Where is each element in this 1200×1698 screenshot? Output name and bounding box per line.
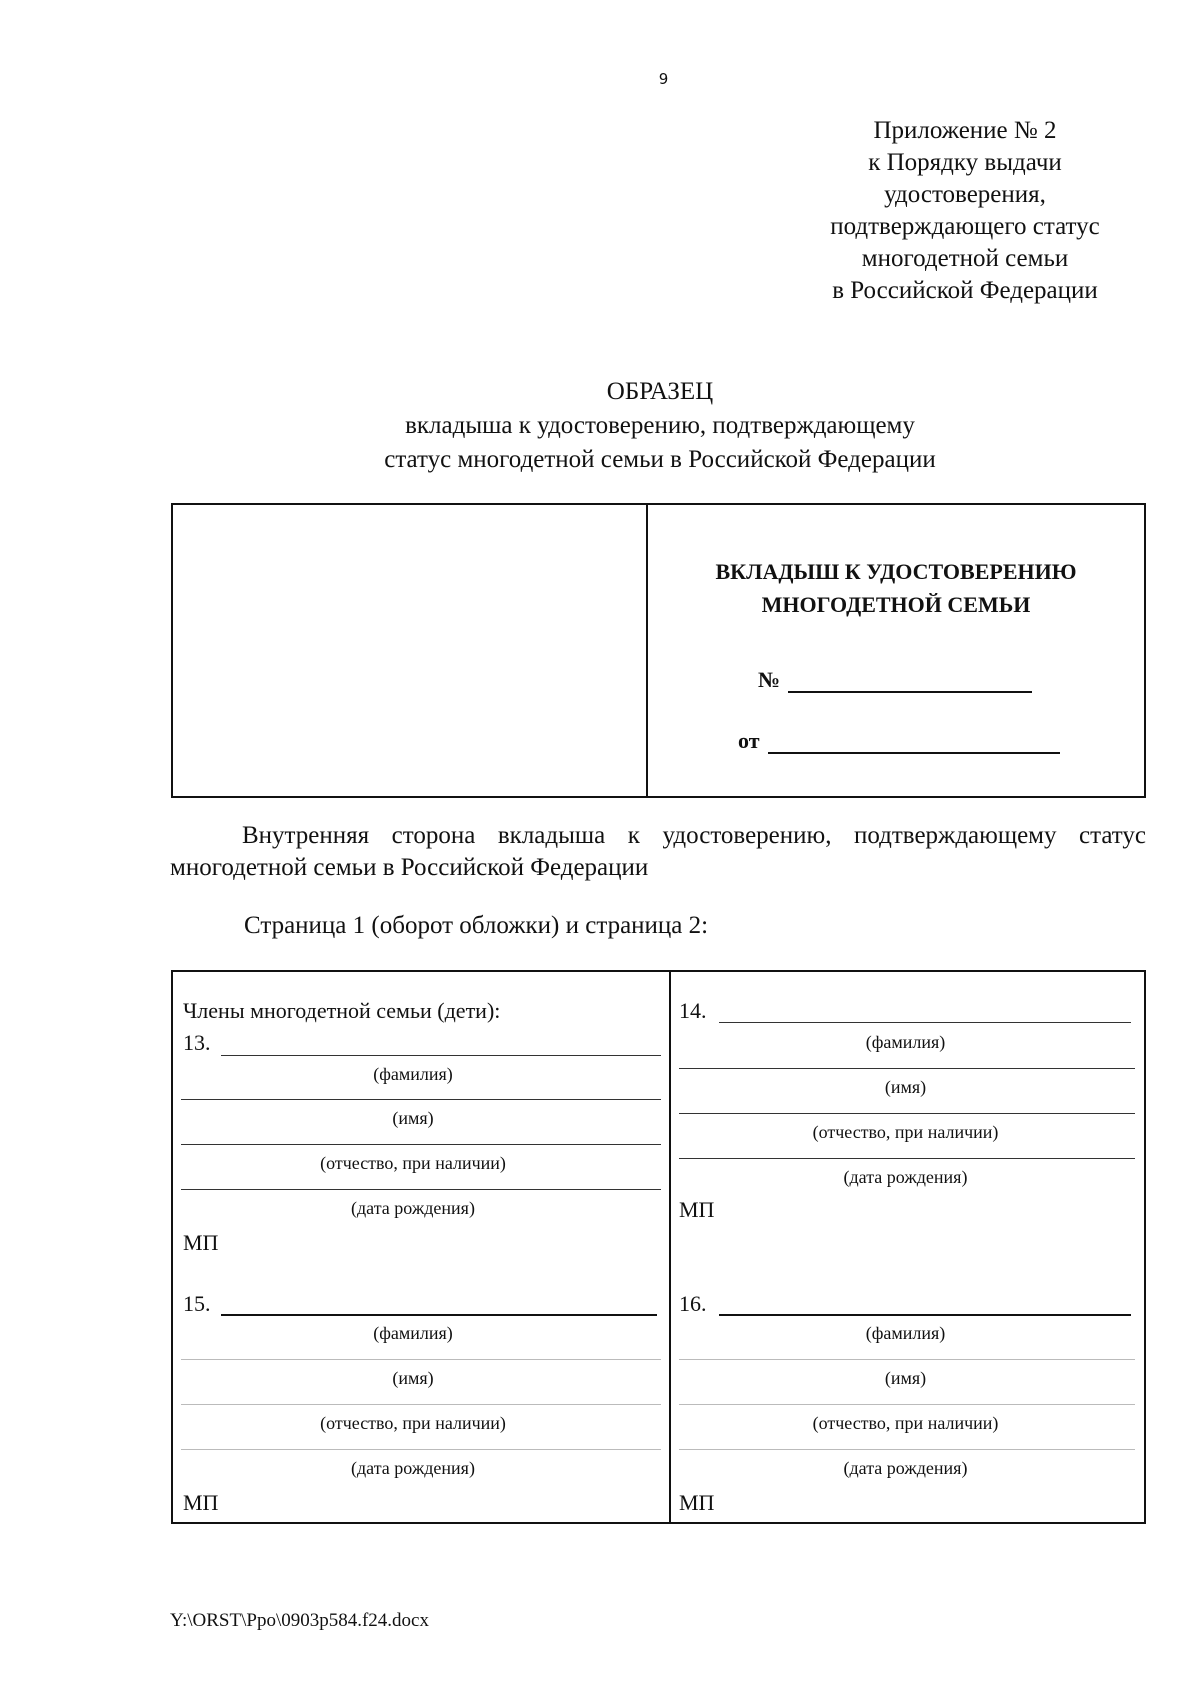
title-line: статус многодетной семьи в Российской Федерации (384, 446, 936, 473)
blank-line (679, 1158, 1135, 1159)
caption-surname: (фамилия) (373, 1064, 453, 1084)
pages-label: Страница 1 (оборот обложки) и страница 2: (244, 912, 709, 939)
cover-title-line: ВКЛАДЫШ К УДОСТОВЕРЕНИЮ (715, 559, 1077, 584)
caption-birth-date: (дата рождения) (843, 1167, 968, 1187)
appendix-line: удостоверения, (884, 181, 1046, 208)
blank-line (679, 1449, 1135, 1450)
blank-line (181, 1359, 661, 1360)
cover-left-panel (173, 505, 648, 796)
title-heading: ОБРАЗЕЦ (606, 378, 714, 405)
title-line: вкладыша к удостоверению, подтверждающему (405, 412, 915, 439)
entry-number-15: 15. (183, 1291, 211, 1316)
footer-file-path: Y:\ORST\Ppo\0903p584.f24.docx (170, 1610, 429, 1631)
caption-name: (имя) (392, 1108, 434, 1128)
cover-date-field (738, 728, 1060, 754)
appendix-line: подтверждающего статус (830, 213, 1100, 240)
blank-line (181, 1449, 661, 1450)
seal-label: МП (679, 1197, 715, 1222)
caption-patronymic: (отчество, при наличии) (812, 1413, 999, 1433)
members-heading: Члены многодетной семьи (дети): (183, 998, 501, 1023)
seal-label: МП (679, 1490, 715, 1515)
entry-number-13: 13. (183, 1030, 211, 1055)
page-number: 9 (658, 70, 669, 88)
caption-name: (имя) (392, 1368, 434, 1388)
cover-title (648, 555, 1144, 621)
date-blank-line (768, 730, 1060, 754)
insert-cover-sample (171, 503, 1146, 798)
caption-birth-date: (дата рождения) (843, 1458, 968, 1478)
caption-surname: (фамилия) (865, 1032, 946, 1052)
page-divider (669, 972, 671, 1522)
blank-line (679, 1359, 1135, 1360)
blank-line (181, 1404, 661, 1405)
appendix-line: Приложение № 2 (873, 117, 1057, 144)
appendix-line: многодетной семьи (861, 245, 1069, 272)
blank-line (679, 1068, 1135, 1069)
caption-birth-date: (дата рождения) (351, 1198, 475, 1218)
seal-label: МП (183, 1490, 219, 1515)
blank-line (181, 1144, 661, 1145)
document-title (170, 375, 1150, 477)
appendix-line: в Российской Федерации (832, 277, 1098, 304)
appendix-note (800, 115, 1130, 307)
blank-line (719, 1022, 1131, 1023)
seal-label: МП (183, 1230, 219, 1255)
blank-line (181, 1099, 661, 1100)
blank-line (181, 1189, 661, 1190)
caption-patronymic: (отчество, при наличии) (812, 1122, 999, 1142)
inner-pages-sample (171, 970, 1146, 1524)
blank-line (679, 1404, 1135, 1405)
cover-number-field (758, 667, 1032, 693)
number-label: № (758, 667, 781, 692)
caption-surname: (фамилия) (865, 1323, 946, 1343)
cover-title-line: МНОГОДЕТНОЙ СЕМЬИ (761, 592, 1031, 617)
blank-line (719, 1314, 1131, 1316)
blank-line (221, 1055, 661, 1056)
caption-patronymic: (отчество, при наличии) (320, 1153, 506, 1173)
blank-line (679, 1113, 1135, 1114)
caption-name: (имя) (884, 1368, 927, 1388)
caption-surname: (фамилия) (373, 1323, 453, 1343)
caption-patronymic: (отчество, при наличии) (320, 1413, 506, 1433)
number-blank-line (788, 669, 1032, 693)
entry-number-14: 14. (679, 998, 707, 1023)
caption-name: (имя) (884, 1077, 927, 1097)
appendix-line: к Порядку выдачи (868, 149, 1062, 176)
cover-right-panel (648, 505, 1144, 796)
inner-side-description: Внутренняя сторона вкладыша к удостоверению, подтверждающему статус многодетной семьи в Российской Федерации (170, 822, 1146, 881)
entry-number-16: 16. (679, 1291, 707, 1316)
blank-line (221, 1314, 657, 1316)
from-label: от (738, 728, 760, 753)
caption-birth-date: (дата рождения) (351, 1458, 475, 1478)
